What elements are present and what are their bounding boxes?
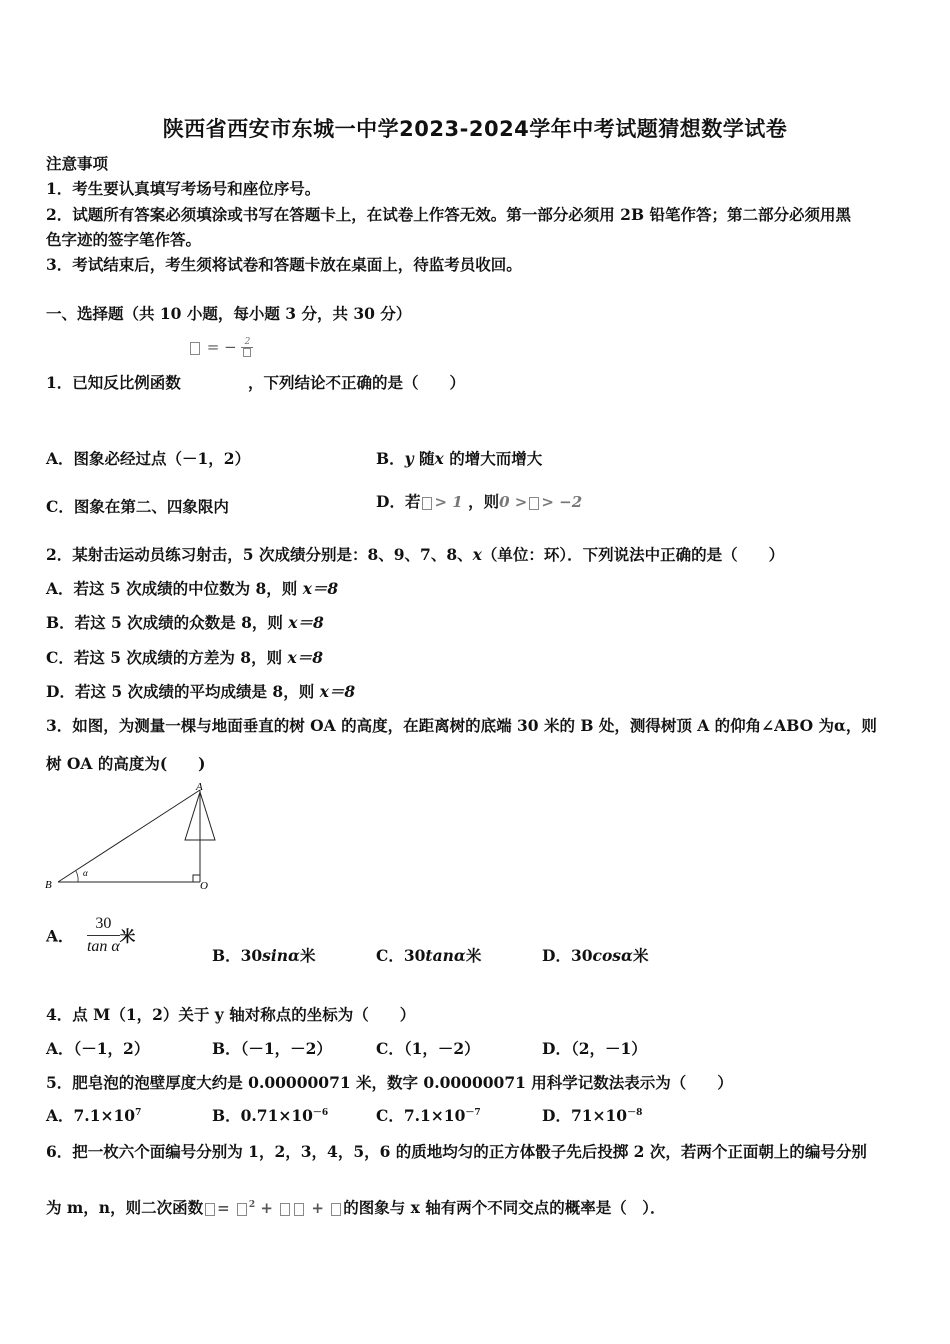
q4-option-a: A．（－1，2） [46,1039,150,1058]
angle-arc [76,871,78,882]
right-angle-mark [193,875,200,882]
q5-option-a: A．$7.1\times 10^7$ [46,1106,142,1125]
label-b: B [45,879,52,891]
section-heading: 一、选择题（共 10 小题，每小题 3 分，共 30 分） [46,304,412,323]
label-o: O [200,880,208,892]
q6-stem-line1: 6．把一枚六个面编号分别为 1，2，3，4，5，6 的质地均匀的正方体骰子先后投掷 2 次，若两个正面朝上的编号分别 [46,1142,867,1161]
q3-option-d: D．30cosα米 [542,946,649,965]
q3-option-c: C．30tanα米 [376,946,482,965]
q3-option-a: A． $\frac{30}{\text{tan α}}$ 米 [46,915,136,955]
q4-stem: 4．点 M（1，2）关于 y 轴对称点的坐标为（ ） [46,1005,416,1024]
q1-option-b: B．y 随x 的增大而增大 [376,449,543,468]
q1-option-c: C．图象在第二、四象限内 [46,497,229,516]
notice-heading: 注意事项 [46,154,109,173]
q2-stem: 2．某射击运动员练习射击，5 次成绩分别是：8、9、7、8、x（单位：环）．下列说法中正确的是（ ） [46,545,785,564]
q3-tree-figure [40,778,220,898]
q2-option-b: B．若这 5 次成绩的众数是 8，则 x＝8 [46,613,324,632]
variable-placeholder-icon [190,342,200,355]
q1-option-a: A．图象必经过点（－1，2） [46,449,251,468]
page-title: 陕西省西安市东城一中学2023-2024学年中考试题猜想数学试卷 [162,117,788,141]
notice-item-3: 3．考试结束后，考生须将试卷和答题卡放在桌面上，待监考员收回。 [46,255,522,274]
notice-item-2: 2．试题所有答案必须填涂或书写在答题卡上，在试卷上作答无效。第一部分必须用 2B 铅笔作答；第二部分必须用黑 [46,205,851,224]
q3-stem-line1: 3．如图，为测量一棵与地面垂直的树 OA 的高度，在距离树的底端 30 米的 B 处，测得树顶 A 的仰角∠ABO 为α，则 [46,716,877,735]
q1-option-d: D．若 > 1 ，则0 > > −2 [376,492,583,511]
q3-option-b: B．30sinα米 [212,946,316,965]
q1-fraction-icon: 2 [241,338,253,358]
notice-item-1: 1．考生要认真填写考场号和座位序号。 [46,179,321,198]
q4-option-b: B．（－1，－2） [212,1039,332,1058]
q2-option-a: A．若这 5 次成绩的中位数为 8，则 x＝8 [46,579,339,598]
q5-option-d: D．$71\times 10^{-8}$ [542,1106,643,1125]
q2-option-d: D．若这 5 次成绩的平均成绩是 8，则 x＝8 [46,682,356,701]
q5-option-b: B．$0.71\times 10^{-6}$ [212,1106,329,1125]
q3-stem-line2: 树 OA 的高度为( ) [46,754,206,773]
label-a: A [196,781,203,793]
notice-item-2-cont: 色字迹的签字笔作答。 [46,230,202,249]
q1-formula: = − 2 [188,338,253,358]
q3-fraction: $\frac{30}{\text{tan α}}$ [86,915,120,955]
q5-option-c: C．$7.1\times 10^{-7}$ [376,1106,481,1125]
q5-stem: 5．肥皂泡的泡壁厚度大约是 0.00000071 米，数字 0.00000071 用科学记数法表示为（ ） [46,1073,733,1092]
q4-option-c: C．（1，－2） [376,1039,480,1058]
q1-stem-a: 1．已知反比例函数 [46,373,181,392]
q6-stem-line2: 为 m，n，则二次函数 = $^2$ + + 的图象与 x 轴有两个不同交点的概率是（ ）． [46,1198,666,1217]
sight-line [58,790,200,882]
q2-option-c: C．若这 5 次成绩的方差为 8，则 x＝8 [46,648,324,667]
q1-stem-b: ，下列结论不正确的是（ ） [248,373,466,392]
label-alpha: α [83,868,88,878]
q4-option-d: D．（2，－1） [542,1039,647,1058]
q6-quadratic-formula: = $^2$ + + [203,1199,343,1217]
